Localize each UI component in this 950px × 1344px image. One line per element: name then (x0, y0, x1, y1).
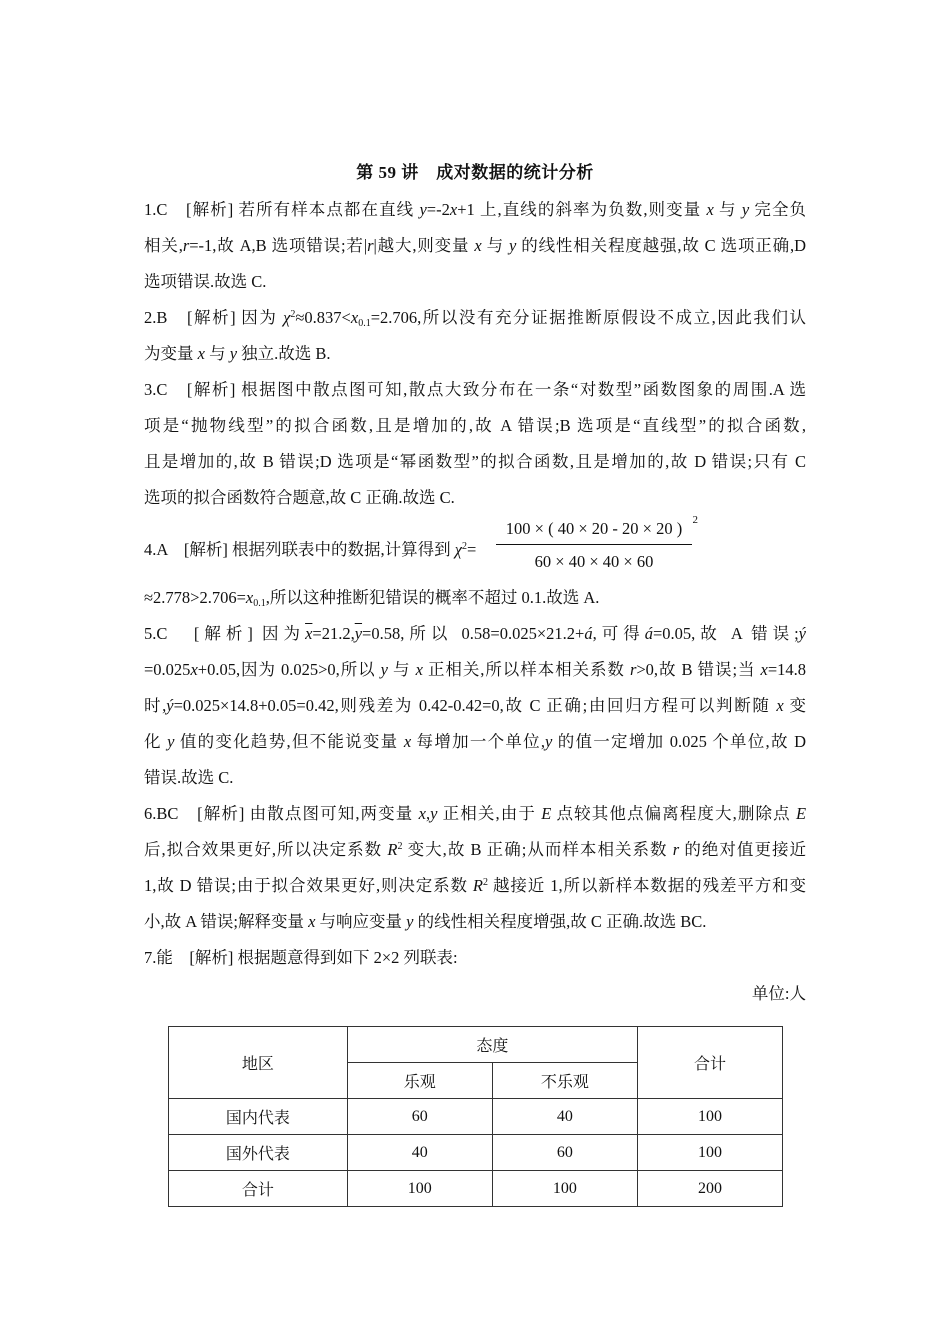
table-row (169, 1099, 783, 1135)
fraction-denominator: 60 × 40 × 40 × 60 (534, 552, 654, 571)
header-optimistic: 乐观 (347, 1063, 492, 1099)
unit-label: 单位:人 (751, 984, 806, 1003)
q6-line-4: 小,故 A 错误;解释变量 x 与响应变量 y 的线性相关程度增强,故 C 正确.故选 BC. (144, 912, 707, 931)
page-title: 第 59 讲 成对数据的统计分析 (356, 163, 594, 182)
q5-line-1: 5.C [解析] 因为$\overline{x}=21.2,\overline{y}=0.58$,所以 0.58=0.025×21.2+á,可得á=0.05,故 A 错误;ý (144, 624, 806, 643)
q1-line-2: 相关,r=-1,故 A,B 选项错误;若|r|越大,则变量 x 与 y 的线性相关程度越强,故 C 选项正确,D (144, 236, 807, 255)
cell-total: 200 (637, 1171, 782, 1207)
header-not-optimistic: 不乐观 (492, 1063, 637, 1099)
cell-optimistic: 40 (347, 1135, 492, 1171)
q4-formula-line (144, 516, 806, 580)
q6-line-2: 后,拟合效果更好,所以决定系数 $R^2$ 变大,故 B 正确;从而样本相关系数 r 的绝对值更接近 (144, 840, 807, 859)
q5-line-2: =0.025x+0.05,因为 0.025>0,所以 y 与 x 正相关,所以样本相关系数 r>0,故 B 错误;当 x=14.8 (144, 660, 806, 679)
q3-line-3: 且是增加的,故 B 错误;D 选项是“幂函数型”的拟合函数,且是增加的,故 D 错误;只有 C (144, 452, 806, 471)
table-row (169, 1135, 783, 1171)
q4-prefix: 4.A [解析] 根据列联表中的数据,计算得到 $\chi^2=$ (144, 540, 477, 559)
cell-not-optimistic: 40 (492, 1099, 637, 1135)
q6-line-1: 6.BC [解析] 由散点图可知,两变量 x,y 正相关,由于 E 点较其他点偏离程度大,删除点 E (144, 804, 807, 823)
q6-line-3: 1,故 D 错误;由于拟合效果更好,则决定系数 $R^2$ 越接近 1,所以新样本数据的残差平方和变 (144, 876, 807, 895)
header-total: 合计 (637, 1027, 782, 1099)
answer-content (144, 192, 806, 1012)
fraction-numerator: 100 × ( 40 × 20 - 20 × 20 ) (496, 516, 692, 545)
q5-line-4: 化 y 值的变化趋势,但不能说变量 x 每增加一个单位,y 的值一定增加 0.025 个单位,故 D (144, 732, 807, 751)
q2-line-1: 2.B [解析] 因为 $\chi^2\approx 0.837<x_{0.1}=2.706$,所以没有充分证据推断原假设不成立,因此我们认 (144, 308, 806, 329)
chi-square-fraction (496, 514, 698, 575)
table-header-row (169, 1027, 783, 1063)
q5-line-5: 错误.故选 C. (144, 768, 234, 787)
q3-line-2: 项是“抛物线型”的拟合函数,且是增加的,故 A 错误;B 选项是“直线型”的拟合函数, (144, 416, 806, 435)
q5-line-3: 时,ý=0.025×14.8+0.05=0.42,则残差为 0.42-0.42=0,故 C 正确;由回归方程可以判断随 x 变 (144, 696, 806, 715)
row-label: 国外代表 (169, 1135, 348, 1171)
row-label: 国内代表 (169, 1099, 348, 1135)
q2-line-2: 为变量 x 与 y 独立.故选 B. (144, 344, 331, 363)
q3-line-1: 3.C [解析] 根据图中散点图可知,散点大致分布在一条“对数型”函数图象的周围.A 选 (144, 380, 806, 399)
numerator-exponent: 2 (692, 514, 698, 526)
cell-not-optimistic: 100 (492, 1171, 637, 1207)
header-region: 地区 (169, 1027, 348, 1099)
row-label: 合计 (169, 1171, 348, 1207)
q4-line-2: $\approx 2.778>2.706=x_{0.1}$,所以这种推断犯错误的概率不超过 0.1.故选 A. (144, 588, 600, 609)
cell-total: 100 (637, 1135, 782, 1171)
header-attitude: 态度 (347, 1027, 637, 1063)
q1-line-3: 选项错误.故选 C. (144, 272, 267, 291)
q1-line-1: 1.C [解析] 若所有样本点都在直线 y=-2x+1 上,直线的斜率为负数,则变量 x 与 y 完全负 (144, 200, 807, 219)
cell-optimistic: 60 (347, 1099, 492, 1135)
q7-line-1: 7.能 [解析] 根据题意得到如下 2×2 列联表: (144, 948, 458, 967)
cell-total: 100 (637, 1099, 782, 1135)
table-row (169, 1171, 783, 1207)
q3-line-4: 选项的拟合函数符合题意,故 C 正确.故选 C. (144, 488, 455, 507)
contingency-table (168, 1026, 783, 1207)
cell-not-optimistic: 60 (492, 1135, 637, 1171)
cell-optimistic: 100 (347, 1171, 492, 1207)
